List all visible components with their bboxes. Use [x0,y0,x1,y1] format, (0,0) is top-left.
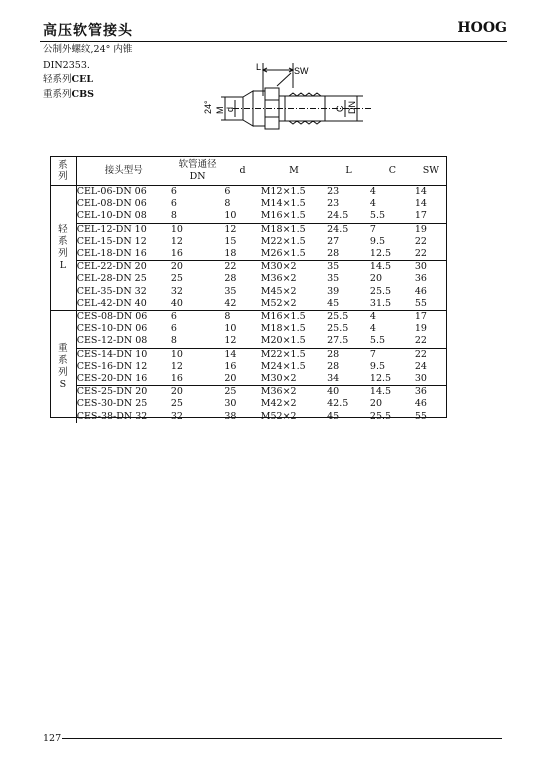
cell-hose-bore: 20 [170,386,183,398]
table-row [50,311,447,324]
series-label-char: 系 [58,354,68,366]
cell-C: 12.5 [370,248,415,261]
cell-length-L: 45 [327,410,340,422]
cell-thread-M: M22×1.5 [260,348,306,360]
cell-thread-M: M30×2 [260,261,297,273]
table-row [50,298,447,311]
drawing-label-24: 24° [203,100,213,114]
cell-C: 9.5 [369,360,386,372]
header-C: C [370,157,415,186]
table-row [50,286,447,298]
cell-model: CEL-42-DN 40 [76,298,171,311]
series-label-char: 重 [58,342,68,354]
cell-model: CEL-28-DN 25 [76,273,147,285]
cell-d: 28 [224,273,237,285]
cell-hose-bore: 12 [170,360,183,372]
cell-wrench-SW: 19 [414,323,427,335]
cell-C: 12.5 [370,373,415,386]
cell-model: CEL-35-DN 32 [76,285,147,297]
cell-model: CES-16-DN 12 [76,360,148,372]
cell-model: CEL-06-DN 06 [76,186,147,197]
cell-model: CEL-12-DN 10 [76,223,147,235]
header-d: d [224,157,260,186]
cell-hose-bore: 10 [170,348,183,360]
cell-model: CES-30-DN 25 [76,398,148,410]
cell-d: 8 [224,198,231,210]
heavy-series-code: CBS [71,89,94,100]
table-row [50,411,447,423]
cell-C: 31.5 [370,298,415,311]
drawing-label-d: d [225,106,235,112]
cell-length-L: 42.5 [327,398,349,410]
cell-hose-bore: 25 [170,398,183,410]
series-label [50,186,76,311]
cell-C: 5.5 [370,210,415,223]
cell-hose-bore: 6 [170,323,177,335]
page-number: 127 [43,733,62,744]
series-label-char: S [59,379,67,391]
drawing-label-C: C [335,105,345,112]
cell-wrench-SW: 55 [415,298,447,311]
cell-d: 16 [224,360,237,372]
cell-thread-M: M36×2 [260,386,297,398]
cell-wrench-SW: 22 [414,235,427,247]
cell-length-L: 28 [327,360,340,372]
cell-thread-M: M45×2 [260,285,297,297]
cell-model: CEL-10-DN 08 [76,210,171,223]
cell-thread-M: M16×1.5 [261,210,327,223]
cell-length-L: 27 [327,235,340,247]
cell-length-L: 28 [327,248,370,261]
cell-d: 18 [224,248,260,261]
series-label-char: L [59,260,66,272]
series-label-char: 系 [58,235,68,247]
cell-hose-bore: 6 [170,311,177,323]
desc-light-series [43,73,93,87]
cell-wrench-SW: 55 [414,410,427,422]
cell-C: 20 [369,398,382,410]
cell-wrench-SW: 36 [414,273,427,285]
cell-length-L: 24.5 [327,223,349,235]
table-row [50,373,447,386]
cell-d: 8 [224,311,231,323]
cell-C: 9.5 [369,235,386,247]
header-SW: SW [415,157,447,186]
cell-model: CES-08-DN 06 [76,311,148,323]
cell-hose-bore: 16 [171,373,225,386]
cell-d: 22 [224,261,237,273]
cell-model: CEL-22-DN 20 [76,261,147,273]
cell-d: 6 [224,186,231,197]
footer-divider [62,738,502,739]
table-row [50,186,447,199]
page-title: 高压软管接头 [43,23,133,39]
cell-model: CES-20-DN 16 [76,373,171,386]
desc-thread: 公制外螺纹,24° 内锥 [43,44,133,55]
table-row [50,361,447,373]
heavy-series-body [50,311,447,423]
cell-wrench-SW: 46 [414,398,427,410]
cell-thread-M: M14×1.5 [260,198,306,210]
cell-model: CES-10-DN 06 [76,323,148,335]
series-label-char: 列 [58,248,68,260]
cell-hose-bore: 8 [171,210,225,223]
cell-hose-bore: 10 [170,223,183,235]
cell-wrench-SW: 14 [414,198,427,210]
cell-d: 12 [224,335,260,348]
cell-d: 30 [224,398,237,410]
light-series-body [50,186,447,311]
fitting-drawing [203,60,403,140]
cell-thread-M: M16×1.5 [260,311,306,323]
cell-thread-M: M30×2 [261,373,327,386]
cell-C: 4 [369,311,376,323]
cell-hose-bore: 16 [171,248,225,261]
cell-thread-M: M12×1.5 [260,186,306,197]
header-M: M [261,157,327,186]
header-model: 接头型号 [76,157,171,186]
cell-d: 20 [224,373,260,386]
cell-C: 20 [369,273,382,285]
cell-model: CES-12-DN 08 [76,335,171,348]
cell-wrench-SW: 36 [414,386,427,398]
cell-C: 14.5 [369,261,392,273]
cell-hose-bore: 32 [170,285,183,297]
cell-wrench-SW: 46 [414,285,427,297]
cell-C: 5.5 [370,335,415,348]
brand-logo: HOOG [457,20,507,36]
table-row [50,261,447,274]
cell-d: 35 [224,285,237,297]
cell-C: 25.5 [369,285,392,297]
cell-thread-M: M18×1.5 [260,223,306,235]
table-row [50,386,447,399]
cell-thread-M: M26×1.5 [261,248,327,261]
cell-wrench-SW: 17 [415,210,447,223]
cell-hose-bore: 40 [171,298,225,311]
table-row [50,273,447,285]
header-hose-bore-2: DN [189,171,206,182]
cell-length-L: 45 [327,298,370,311]
cell-length-L: 23 [327,198,340,210]
table-row [50,335,447,348]
cell-hose-bore: 12 [170,235,183,247]
cell-length-L: 40 [327,386,340,398]
cell-wrench-SW: 17 [414,311,427,323]
cell-hose-bore: 6 [170,198,177,210]
cell-thread-M: M52×2 [261,298,327,311]
cell-C: 7 [369,348,376,360]
header-hose-bore [171,157,225,186]
light-series-prefix: 轻系列 [43,74,72,85]
series-label [50,311,76,423]
cell-wrench-SW: 22 [415,335,447,348]
cell-thread-M: M20×1.5 [261,335,327,348]
cell-thread-M: M52×2 [260,410,297,422]
cell-wrench-SW: 14 [414,186,427,197]
cell-C: 7 [369,223,376,235]
cell-hose-bore: 25 [170,273,183,285]
table-row [50,198,447,210]
light-series-code: CEL [71,74,93,85]
drawing-label-M: M [215,106,225,114]
cell-d: 14 [224,348,237,360]
drawing-label-L: L [255,62,261,72]
cell-C: 4 [369,323,376,335]
cell-model: CES-25-DN 20 [76,386,148,398]
spec-table [50,157,447,423]
cell-hose-bore: 20 [170,261,183,273]
cell-model: CES-38-DN 32 [76,410,148,422]
heavy-series-prefix: 重系列 [43,89,72,100]
header-series [50,157,76,186]
cell-thread-M: M22×1.5 [260,235,306,247]
cell-length-L: 25.5 [327,311,349,323]
cell-d: 38 [224,410,237,422]
cell-length-L: 28 [327,348,340,360]
cell-wrench-SW: 19 [414,223,427,235]
cell-length-L: 25.5 [327,323,349,335]
cell-wrench-SW: 30 [415,373,447,386]
cell-length-L: 27.5 [327,335,370,348]
table-header-row [50,157,447,186]
cell-hose-bore: 8 [171,335,225,348]
drawing-label-SW: SW [294,66,309,76]
cell-wrench-SW: 30 [414,261,427,273]
cell-hose-bore: 32 [170,410,183,422]
cell-model: CEL-18-DN 16 [76,248,171,261]
header-hose-bore-1: 软管通径 [178,158,217,170]
cell-length-L: 23 [327,186,340,197]
cell-model: CEL-08-DN 06 [76,198,147,210]
table-row [50,248,447,261]
table-row [50,348,447,361]
cell-length-L: 35 [327,273,340,285]
table-row [50,236,447,248]
cell-d: 10 [224,210,260,223]
drawing-label-DN: DN [347,101,357,114]
cell-thread-M: M42×2 [260,398,297,410]
cell-length-L: 39 [327,285,340,297]
cell-d: 25 [224,386,237,398]
cell-model: CEL-15-DN 12 [76,235,147,247]
cell-d: 15 [224,235,237,247]
table-row [50,323,447,335]
cell-thread-M: M36×2 [260,273,297,285]
cell-d: 42 [224,298,260,311]
series-label-char: 轻 [58,223,68,235]
cell-C: 25.5 [369,410,392,422]
table-row [50,398,447,410]
cell-thread-M: M18×1.5 [260,323,306,335]
cell-wrench-SW: 22 [415,248,447,261]
cell-C: 4 [369,198,376,210]
header-L: L [327,157,370,186]
desc-heavy-series [43,88,94,102]
header-series-label: 系列 [58,160,68,182]
cell-thread-M: M24×1.5 [260,360,306,372]
cell-length-L: 34 [327,373,370,386]
cell-wrench-SW: 24 [414,360,427,372]
cell-model: CES-14-DN 10 [76,348,148,360]
series-label-char: 列 [58,366,68,378]
cell-d: 10 [224,323,237,335]
cell-C: 14.5 [369,386,392,398]
cell-d: 12 [224,223,237,235]
desc-standard: DIN2353. [43,60,90,71]
cell-wrench-SW: 22 [414,348,427,360]
cell-length-L: 24.5 [327,210,370,223]
table-row [50,210,447,223]
header-divider [40,41,507,42]
cell-hose-bore: 6 [170,186,177,197]
cell-length-L: 35 [327,261,340,273]
table-row [50,223,447,236]
cell-C: 4 [369,186,376,197]
